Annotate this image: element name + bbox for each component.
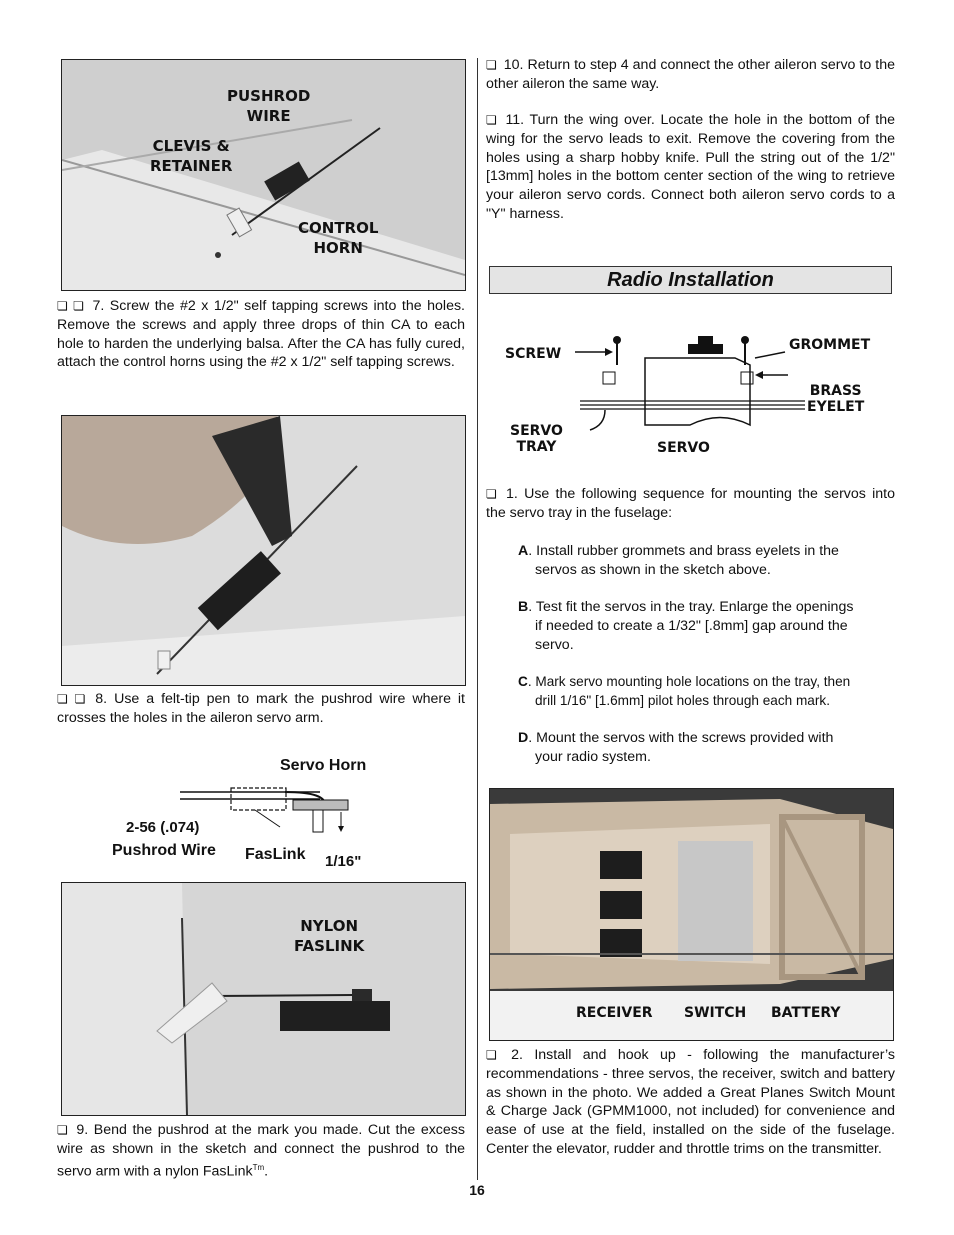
section-title: Radio Installation bbox=[489, 266, 892, 294]
checkbox-icon: ❏ bbox=[486, 487, 497, 501]
substep-b bbox=[518, 598, 893, 654]
substep-text-cont: if needed to create a 1/32" [.8mm] gap around the servo. bbox=[535, 617, 848, 653]
step-8-text: 8. Use a felt-tip pen to mark the pushrod wire where it crosses the holes in the aileron servo arm. bbox=[57, 691, 466, 726]
substep-text: . Mark servo mounting hole locations on the tray, then bbox=[527, 674, 851, 689]
trademark-mark: Tm bbox=[252, 1162, 265, 1172]
checkbox-icon: ❏ ❏ bbox=[57, 692, 86, 706]
step-1-text: 1. Use the following sequence for mounting the servos into the servo tray in the fuselage: bbox=[486, 486, 895, 521]
label-pushrod-wire: PUSHROD WIRE bbox=[227, 87, 311, 125]
label-servo: SERVO bbox=[657, 440, 710, 456]
label-gap: 1/16" bbox=[325, 853, 362, 870]
column-divider bbox=[477, 58, 478, 1180]
step-11-text: 11. Turn the wing over. Locate the hole in the bottom of the wing for the servo leads to exit. Remove the covering from the holes using a sharp hobby knife. Pull the string out of the 1/2" [13mm] holes in the bottom center section of the wing to retrieve your aileron servo cords. Connect both aileron servo cords to a "Y" harness. bbox=[486, 112, 895, 222]
step-2 bbox=[486, 1046, 895, 1159]
checkbox-icon: ❏ bbox=[486, 1048, 497, 1062]
substep-text-cont: drill 1/16" [1.6mm] pilot holes through each mark. bbox=[535, 692, 830, 708]
label-screw: SCREW bbox=[505, 346, 562, 362]
substep-letter: A bbox=[518, 543, 529, 559]
label-nylon-faslink: NYLON FASLINK bbox=[294, 917, 365, 955]
photo-illustration bbox=[490, 789, 893, 1040]
photo-illustration bbox=[62, 883, 465, 1115]
step-10 bbox=[486, 56, 895, 94]
step-7-text: 7. Screw the #2 x 1/2" self tapping screws into the holes. Remove the screws and apply three drops of thin CA to each hole to harden the underlying balsa. After the CA has fully cured, attach the control horns using the #2 x 1/2" self tapping screws. bbox=[57, 298, 465, 371]
substep-c bbox=[518, 673, 893, 711]
label-pushrod-wire: Pushrod Wire bbox=[112, 842, 216, 859]
label-servo-horn: Servo Horn bbox=[280, 757, 367, 774]
label-control-horn: CONTROL HORN bbox=[298, 219, 379, 257]
step-1 bbox=[486, 485, 895, 523]
servo-mounting-diagram bbox=[505, 330, 885, 460]
substep-text-cont: servos as shown in the sketch above. bbox=[535, 561, 771, 578]
step-2-text: 2. Install and hook up - following the manufacturer’s recommendations - three servos, the receiver, switch and battery as shown in the photo. We added a Great Planes Switch Mount & Charge Jack (GPMM1000, not included) for convenience and ease of use at the field, installed on the side of the fuselage. Center the elevator, rudder and throttle trims on the transmitter. bbox=[486, 1047, 895, 1157]
photo-radio-installation bbox=[489, 788, 894, 1041]
photo-pushrod-control-horn bbox=[61, 59, 466, 291]
label-receiver: RECEIVER bbox=[576, 1005, 653, 1021]
substep-a bbox=[518, 542, 893, 580]
step-9-text: 9. Bend the pushrod at the mark you made. Cut the excess wire as shown in the sketch and connect the pushrod to the servo arm with a nylon FasLink bbox=[57, 1122, 465, 1180]
checkbox-icon: ❏ bbox=[486, 113, 497, 127]
substep-letter: C bbox=[518, 674, 528, 689]
checkbox-icon: ❏ bbox=[486, 58, 497, 72]
checkbox-icon: ❏ bbox=[57, 1123, 68, 1137]
page-number: 16 bbox=[469, 1182, 485, 1198]
step-10-text: 10. Return to step 4 and connect the other aileron servo to the other aileron the same way. bbox=[486, 57, 895, 92]
substep-text: . Mount the servos with the screws provided with bbox=[528, 730, 834, 746]
step-9-end: . bbox=[264, 1163, 269, 1180]
step-9 bbox=[57, 1121, 465, 1181]
substep-text: . Install rubber grommets and brass eyelets in the bbox=[528, 543, 839, 559]
label-servo-tray: SERVO TRAY bbox=[510, 423, 563, 455]
label-switch: SWITCH bbox=[684, 1005, 747, 1021]
label-faslink: FasLink bbox=[245, 846, 306, 863]
photo-nylon-faslink bbox=[61, 882, 466, 1116]
label-brass-eyelet: BRASS EYELET bbox=[807, 383, 865, 415]
step-7 bbox=[57, 297, 465, 372]
label-battery: BATTERY bbox=[771, 1005, 841, 1021]
substep-text-cont: your radio system. bbox=[535, 748, 651, 765]
servo-horn-sketch bbox=[105, 752, 395, 872]
substep-text: . Test fit the servos in the tray. Enlarge the openings bbox=[528, 599, 854, 615]
label-clevis-retainer: CLEVIS & RETAINER bbox=[150, 137, 233, 175]
step-11 bbox=[486, 111, 895, 224]
label-grommet: GROMMET bbox=[789, 337, 871, 353]
checkbox-icon: ❏ ❏ bbox=[57, 299, 84, 313]
substep-letter: D bbox=[518, 730, 529, 746]
photo-illustration bbox=[62, 416, 465, 685]
substep-letter: B bbox=[518, 599, 529, 615]
photo-marking-pushrod bbox=[61, 415, 466, 686]
substep-d bbox=[518, 729, 893, 767]
step-8 bbox=[57, 690, 465, 728]
label-wire-size: 2-56 (.074) bbox=[126, 819, 200, 836]
